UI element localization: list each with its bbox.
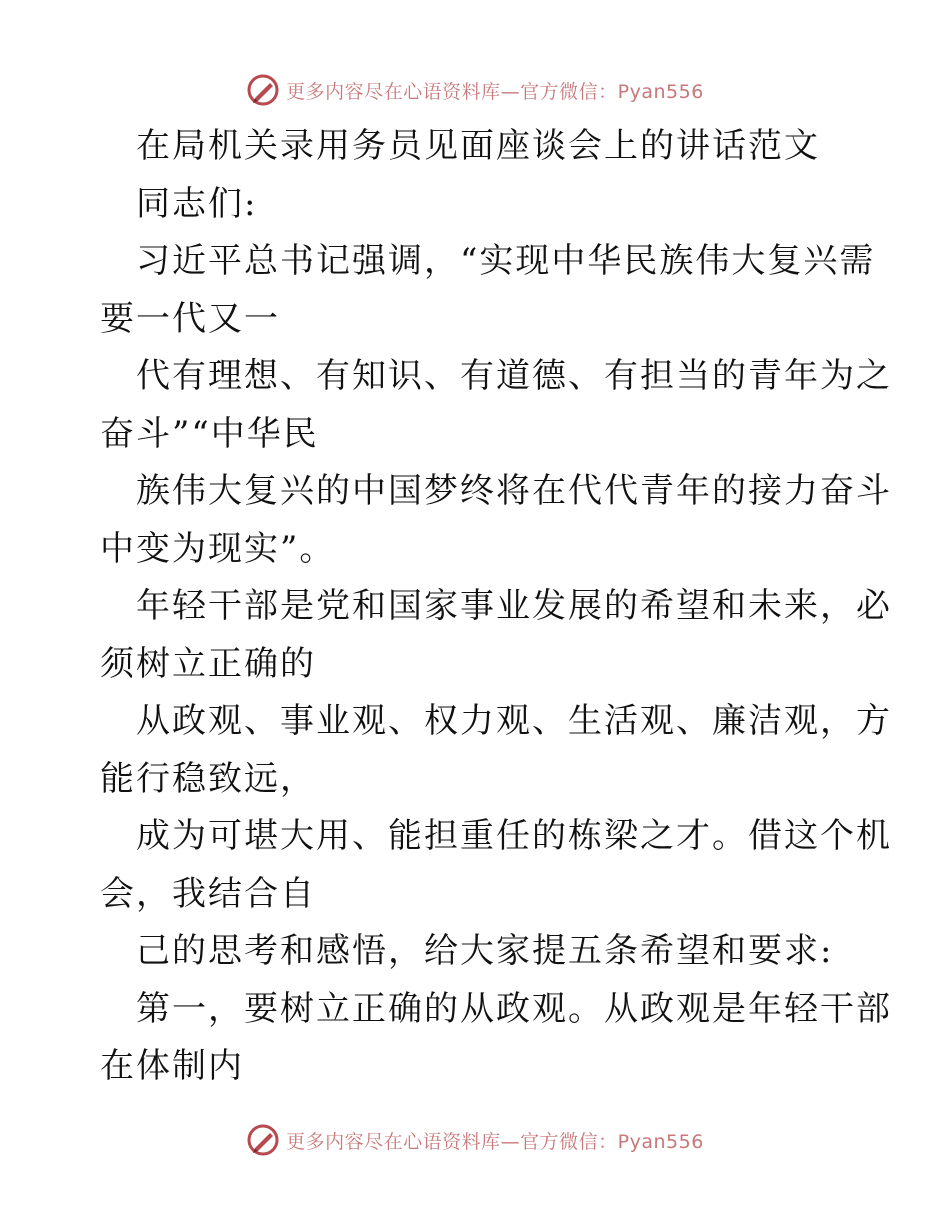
text-line: 族伟大复兴的中国梦终将在代代青年的接力奋斗: [136, 471, 892, 511]
text-line: 中变为现实”。: [100, 528, 336, 569]
text-line: 在局机关录用务员见面座谈会上的讲话范文: [136, 126, 820, 166]
text-line: 同志们:: [136, 183, 258, 224]
watermark-text: 更多内容尽在心语资料库—官方微信：Pyan556: [286, 1130, 704, 1153]
text-line: 要一代又一: [100, 298, 280, 339]
watermark-header: [0, 70, 950, 110]
text-line: 年轻干部是党和国家事业发展的希望和未来，必: [136, 586, 892, 626]
text-line: 在体制内: [100, 1046, 244, 1086]
text-line: 第一，要树立正确的从政观。从政观是年轻干部: [136, 988, 892, 1029]
text-line: 会，我结合自: [100, 873, 316, 914]
pen-seal-icon: [246, 1123, 280, 1157]
pen-seal-icon: [246, 73, 280, 107]
text-line: 成为可堪大用、能担重任的栋梁之才。借这个机: [136, 816, 892, 856]
text-line: 习近平总书记强调，“实现中华民族伟大复兴需: [136, 241, 876, 281]
text-line: 代有理想、有知识、有道德、有担当的青年为之: [136, 356, 892, 396]
text-line: 从政观、事业观、权力观、生活观、廉洁观，方: [136, 701, 892, 741]
text-line: 奋斗”“中华民: [100, 413, 319, 454]
text-line: 须树立正确的: [100, 643, 316, 684]
text-line: 己的思考和感悟，给大家提五条希望和要求:: [136, 931, 834, 971]
text-line: 能行稳致远，: [100, 758, 316, 799]
watermark-text: 更多内容尽在心语资料库—官方微信：Pyan556: [286, 80, 704, 103]
document-body: [100, 118, 892, 1096]
watermark-footer: [0, 1120, 950, 1160]
